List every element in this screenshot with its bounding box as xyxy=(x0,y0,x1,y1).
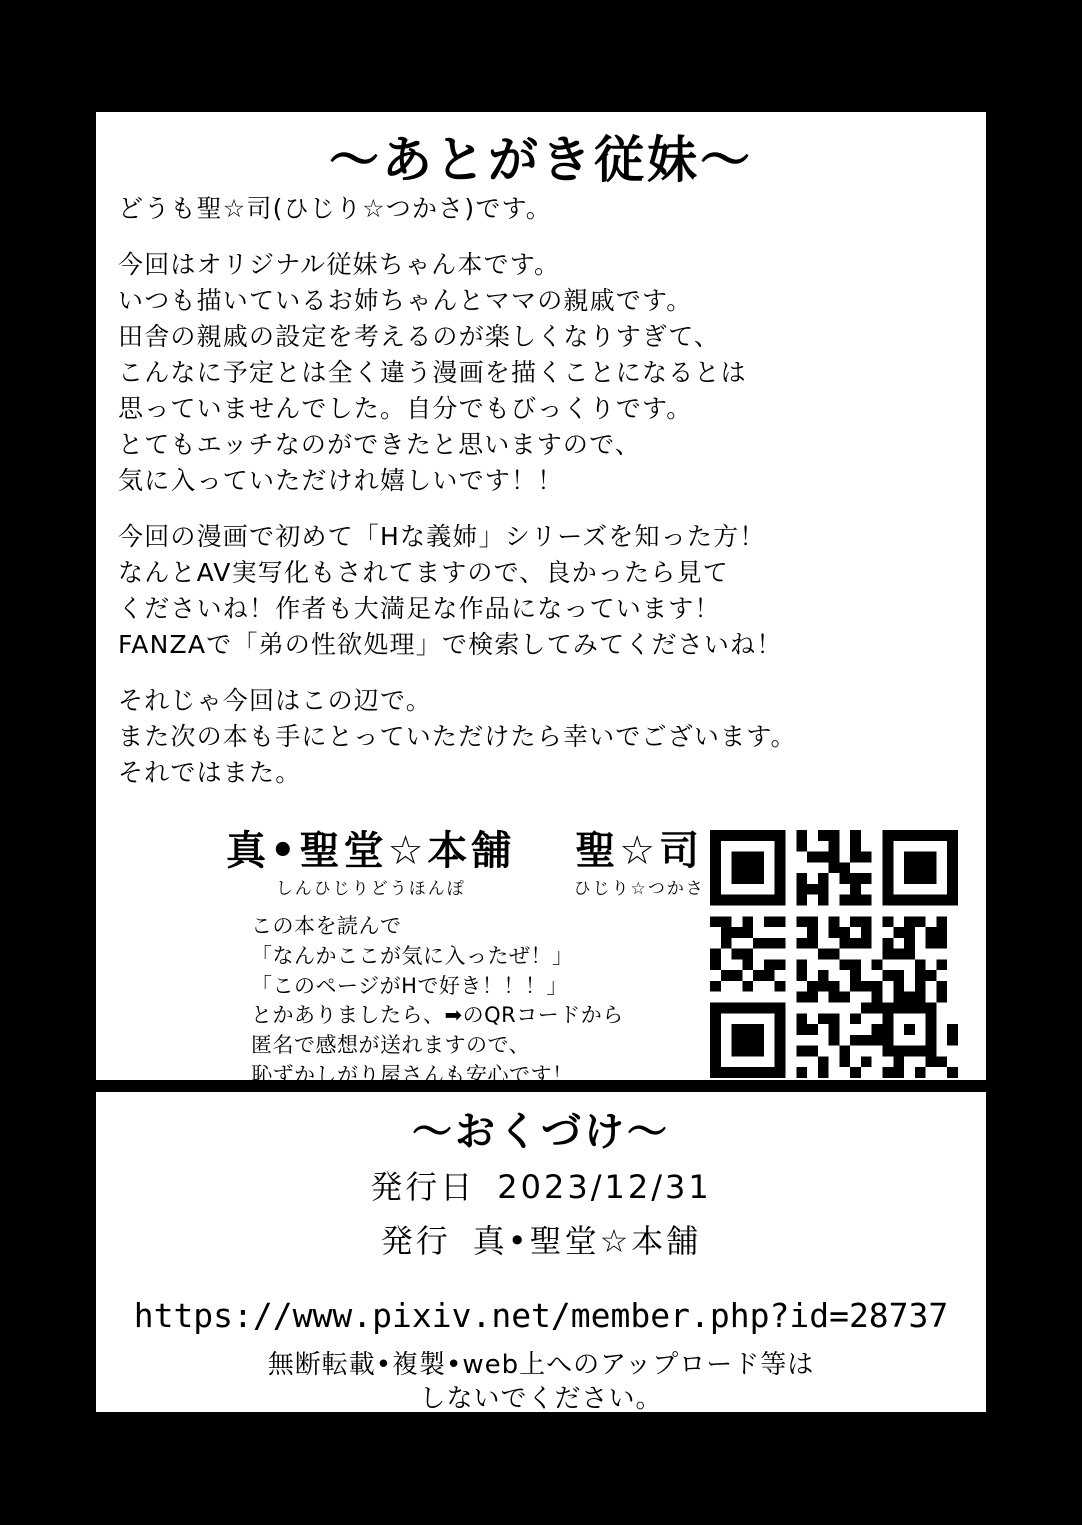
author-name-ruby: ひじり☆つかさ xyxy=(573,879,705,899)
spacer xyxy=(118,227,986,247)
colophon-publisher-label: 発行 xyxy=(380,1222,451,1260)
copyright-warning-line-1: 無断転載•複製•web上へのアップロード等は xyxy=(267,1350,815,1380)
afterword-p3-line-3: それではまた。 xyxy=(118,757,302,787)
afterword-p1-line-6: とてもエッチなのができたと思いますので、 xyxy=(118,429,642,459)
afterword-p1-line-5: 思っていませんでした。自分でもびっくりです。 xyxy=(118,393,693,423)
qr-note-line-6: 恥ずかしがり屋さんも安心です！ xyxy=(251,1063,574,1088)
qr-code-icon[interactable] xyxy=(696,830,972,1078)
afterword-title: 〜あとがき従妹〜 xyxy=(329,131,753,189)
spacer xyxy=(118,663,986,683)
qr-code-svg xyxy=(696,830,972,1078)
pixiv-url-link[interactable]: https://www.pixiv.net/member.php?id=28737 xyxy=(133,1296,949,1335)
afterword-p1-line-7: 気に入っていただけれ嬉しいです！！ xyxy=(118,465,564,495)
qr-note-line-2: 「なんかここが気に入ったぜ！」 xyxy=(251,943,574,968)
author-name: 聖☆司 xyxy=(575,828,704,874)
colophon-publisher-row xyxy=(96,1216,986,1262)
afterword-p1-line-4: こんなに予定とは全く違う漫画を描くことになるとは xyxy=(118,357,747,387)
afterword-p2-line-3: くださいね！作者も大満足な作品になっています！ xyxy=(118,593,721,623)
afterword-intro: どうも聖☆司(ひじり☆つかさ)です。 xyxy=(118,193,552,223)
copyright-warning xyxy=(96,1349,986,1417)
colophon-pubdate-row xyxy=(96,1162,986,1208)
afterword-p1-line-3: 田舎の親戚の設定を考えるのが楽しくなりすぎて、 xyxy=(118,321,721,351)
afterword-p2-line-1: 今回の漫画で初めて「Hな義姉」シリーズを知った方！ xyxy=(118,521,766,551)
qr-note xyxy=(251,912,751,1121)
afterword-p2-line-2: なんとAV実写化もされてますので、良かったら見て xyxy=(118,557,729,587)
qr-note-line-4: とかありましたら、➡のQRコードから xyxy=(251,1003,624,1028)
circle-name-ruby: しんひじりどうほんぽ xyxy=(275,879,466,899)
colophon-panel xyxy=(96,1092,986,1412)
afterword-p2-line-4: FANZAで「弟の性欲処理」で検索してみてくださいね！ xyxy=(118,629,783,659)
afterword-p3-line-1: それじゃ今回はこの辺で。 xyxy=(118,685,432,715)
qr-note-line-5: 匿名で感想が送れますので、 xyxy=(251,1033,531,1058)
copyright-warning-line-2: しないでください。 xyxy=(419,1383,663,1414)
afterword-body xyxy=(118,191,986,791)
afterword-p1-line-1: 今回はオリジナル従妹ちゃん本です。 xyxy=(118,249,561,279)
afterword-p3-line-2: また次の本も手にとっていただけたら幸いでございます。 xyxy=(118,721,797,751)
colophon-pubdate-label: 発行日 xyxy=(370,1168,476,1206)
qr-note-line-1: この本を読んで xyxy=(251,914,402,938)
circle-signature xyxy=(226,830,515,899)
colophon-pubdate-value: 2023/12/31 xyxy=(497,1168,712,1206)
colophon-publisher-value: 真•聖堂☆本舗 xyxy=(472,1222,702,1260)
author-signature xyxy=(574,830,705,899)
spacer xyxy=(118,499,986,519)
circle-name: 真•聖堂☆本舗 xyxy=(226,828,516,874)
qr-note-line-3: 「このページがHで好き！！！」 xyxy=(251,973,568,998)
afterword-p1-line-2: いつも描いているお姉ちゃんとママの親戚です。 xyxy=(118,285,693,315)
afterword-panel xyxy=(96,112,986,1088)
colophon-title: 〜おくづけ〜 xyxy=(412,1109,670,1155)
